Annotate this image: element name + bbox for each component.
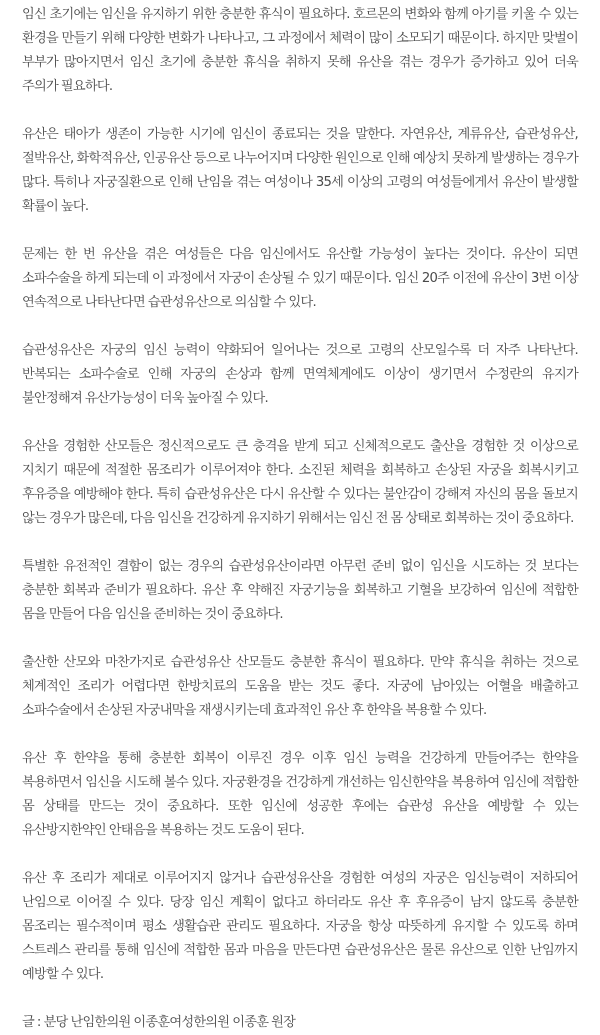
author-credit: 글 : 분당 난임한의원 이종훈여성한의원 이종훈 원장 — [22, 1015, 296, 1030]
paragraph-7: 출산한 산모와 마찬가지로 습관성유산 산모들도 충분한 휴식이 필요하다. 만약 휴식을 취하는 것으로 체계적인 조리가 어렵다면 한방치료의 도움을 받는 것도 좋다. 자궁에 남아있는 어혈을 배출하고 소파수술에서 손상된 자궁내막을 재생시키는데 효과적인 유산 후 한약을 복용할 수 있다. — [22, 655, 578, 718]
paragraph-5: 유산을 경험한 산모들은 정신적으로도 큰 충격을 받게 되고 신체적으로도 출산을 경험한 것 이상으로 지치기 때문에 적절한 몸조리가 이루어져야 한다. 소진된 체력을 회복하고 손상된 자궁을 회복시키고 후유증을 예방해야 한다. 특히 습관성유산은 다시 유산할 수 있다는 불안감이 강해져 자신의 몸을 돌보지 않는 경우가 많은데, 다음 임신을 건강하게 유지하기 위해서는 임신 전 몸 상태로 회복하는 것이 중요하다. — [22, 439, 578, 526]
paragraph-9: 유산 후 조리가 제대로 이루어지지 않거나 습관성유산을 경험한 여성의 자궁은 임신능력이 저하되어 난임으로 이어질 수 있다. 당장 임신 계획이 없다고 하더라도 유산 후 후유증이 남지 않도록 충분한 몸조리는 필수적이며 평소 생활습관 관리도 필요하다. 자궁을 항상 따뜻하게 유지할 수 있도록 하며 스트레스 관리를 통해 임신에 적합한 몸과 마음을 만든다면 습관성유산은 물론 유산으로 인한 난임까지 예방할 수 있다. — [22, 871, 578, 982]
paragraph-2: 유산은 태아가 생존이 가능한 시기에 임신이 종료되는 것을 말한다. 자연유산, 계류유산, 습관성유산, 절박유산, 화학적유산, 인공유산 등으로 나누어지며 다양한 원인으로 인해 예상치 못하게 발생하는 경우가 많다. 특히나 자궁질환으로 인해 난임을 겪는 여성이나 35세 이상의 고령의 여성들에게서 유산이 발생할 확률이 높다. — [22, 127, 578, 214]
paragraph-3: 문제는 한 번 유산을 겪은 여성들은 다음 임신에서도 유산할 가능성이 높다는 것이다. 유산이 되면 소파수술을 하게 되는데 이 과정에서 자궁이 손상될 수 있기 때문이다. 임신 20주 이전에 유산이 3번 이상 연속적으로 나타난다면 습관성유산으로 의심할 수 있다. — [22, 247, 578, 310]
paragraph-1: 임신 초기에는 임신을 유지하기 위한 충분한 휴식이 필요하다. 호르몬의 변화와 함께 아기를 키울 수 있는 환경을 만들기 위해 다양한 변화가 나타나고, 그 과정에서 체력이 많이 소모되기 때문이다. 하지만 맞벌이 부부가 많아지면서 임신 초기에 충분한 휴식을 취하지 못해 유산을 겪는 경우가 증가하고 있어 더욱 주의가 필요하다. — [22, 7, 578, 94]
paragraph-6: 특별한 유전적인 결함이 없는 경우의 습관성유산이라면 아무런 준비 없이 임신을 시도하는 것 보다는 충분한 회복과 준비가 필요하다. 유산 후 약해진 자궁기능을 회복하고 기혈을 보강하여 임신에 적합한 몸을 만들어 다음 임신을 준비하는 것이 중요하다. — [22, 559, 578, 622]
paragraph-4: 습관성유산은 자궁의 임신 능력이 약화되어 일어나는 것으로 고령의 산모일수록 더 자주 나타난다. 반복되는 소파수술로 인해 자궁의 손상과 함께 면역체계에도 이상이 생기면서 수정란의 유지가 불안정해져 유산가능성이 더욱 높아질 수 있다. — [22, 343, 578, 406]
paragraph-8: 유산 후 한약을 통해 충분한 회복이 이루진 경우 이후 임신 능력을 건강하게 만들어주는 한약을 복용하면서 임신을 시도해 볼수 있다. 자궁환경을 건강하게 개선하는 임신한약을 복용하여 임신에 적합한 몸 상태를 만드는 것이 중요하다. 또한 임신에 성공한 후에는 습관성 유산을 예방할 수 있는 유산방지한약인 안태음을 복용하는 것도 도움이 된다. — [22, 751, 578, 838]
